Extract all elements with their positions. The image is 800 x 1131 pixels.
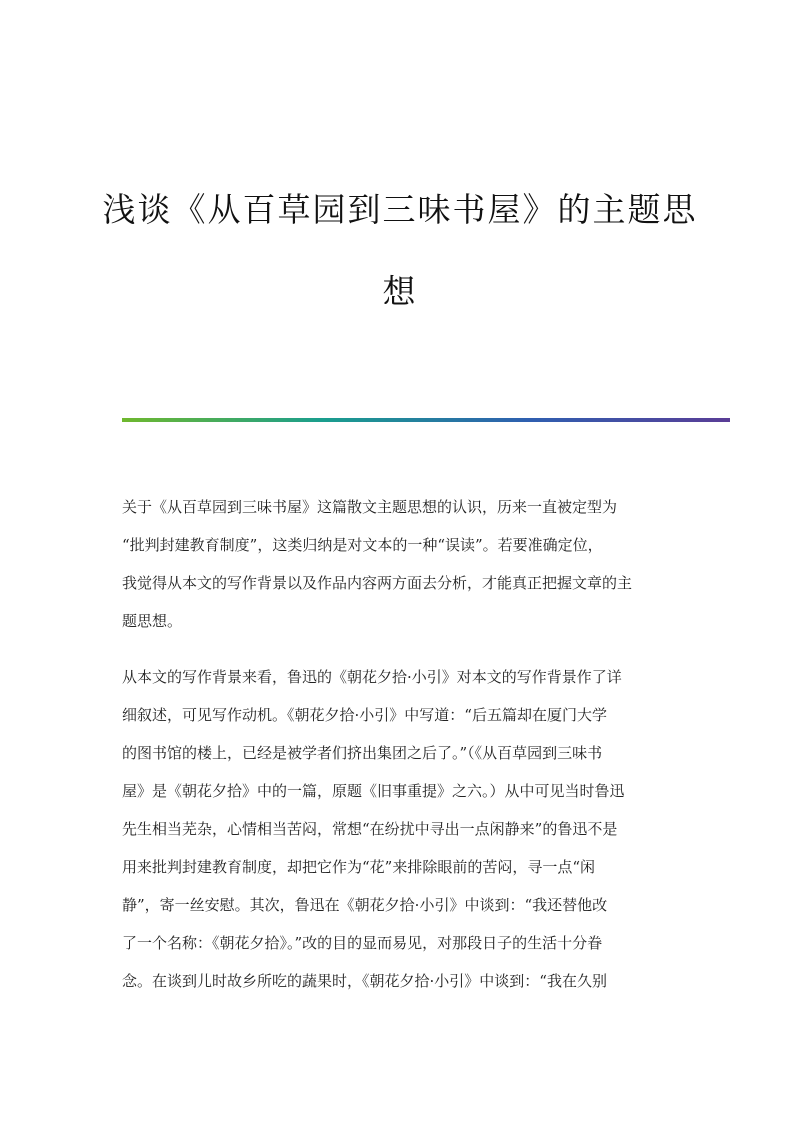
paragraph-1	[122, 488, 682, 640]
paragraph-line: 关于《从百草园到三味书屋》这篇散文主题思想的认识，历来一直被定型为	[122, 498, 618, 516]
paragraph-line: 静”，寄一丝安慰。其次，鲁迅在《朝花夕拾·小引》中谈到：“我还替他改	[122, 896, 608, 914]
paragraph-line: 屋》是《朝花夕拾》中的一篇，原题《旧事重提》之六。）从中可见当时鲁迅	[122, 782, 625, 800]
paragraph-line: 了一个名称：《朝花夕拾》。”改的目的显而易见，对那段日子的生活十分眷	[122, 934, 603, 952]
paragraph-line: 用来批判封建教育制度，却把它作为“花”来排除眼前的苦闷，寻一点“闲	[122, 858, 596, 876]
paragraph-line: “批判封建教育制度”，这类归纳是对文本的一种“误读”。若要准确定位，	[122, 536, 603, 554]
paragraph-line: 细叙述，可见写作动机。《朝花夕拾·小引》中写道：“后五篇却在厦门大学	[122, 706, 607, 724]
document-title-line-1: 浅谈《从百草园到三味书屋》的主题思	[102, 190, 698, 229]
paragraph-line: 我觉得从本文的写作背景以及作品内容两方面去分析，才能真正把握文章的主	[122, 574, 633, 592]
paragraph-line: 的图书馆的楼上，已经是被学者们挤出集团之后了。”（《从百草园到三味书	[122, 744, 603, 762]
paragraph-line: 题思想。	[122, 612, 183, 630]
gradient-divider	[122, 418, 730, 422]
paragraph-line: 从本文的写作背景来看，鲁迅的《朝花夕拾·小引》对本文的写作背景作了详	[122, 668, 622, 686]
paragraph-line: 念。在谈到儿时故乡所吃的蔬果时，《朝花夕拾·小引》中谈到：“我在久别	[122, 972, 607, 990]
paragraph-line: 先生相当芜杂，心情相当苦闷，常想“在纷扰中寻出一点闲静来”的鲁迅不是	[122, 820, 618, 838]
paragraph-2	[122, 658, 682, 1000]
document-title-line-2: 想	[382, 272, 418, 311]
